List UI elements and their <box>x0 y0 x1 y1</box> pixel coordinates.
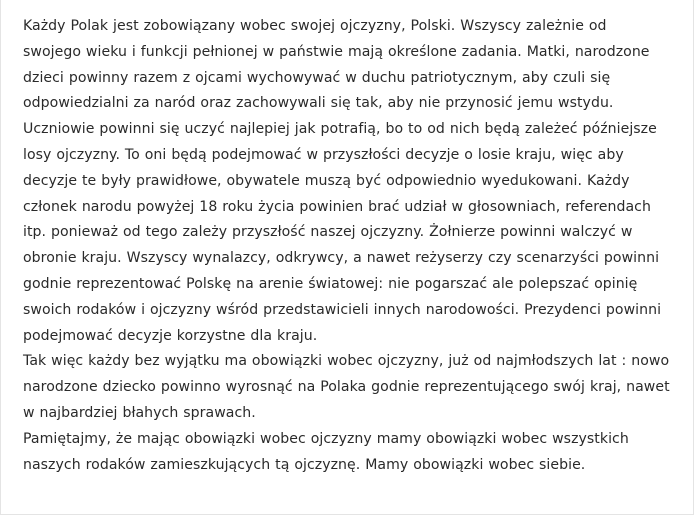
article-text <box>23 14 683 478</box>
text-line: Każdy Polak jest zobowiązany wobec swojej ojczyzny, Polski. Wszyscy zależnie od <box>23 18 607 34</box>
text-line: Uczniowie powinni się uczyć najlepiej jak potrafią, bo to od nich będą zależeć późniejsze <box>23 121 657 138</box>
text-line: losy ojczyzny. To oni będą podejmować w przyszłości decyzje o losie kraju, więc aby <box>23 146 624 163</box>
text-line: dzieci powinny razem z ojcami wychowywać w duchu patriotycznym, aby czuli się <box>23 69 611 86</box>
text-line: podejmować decyzje korzystne dla kraju. <box>23 327 318 344</box>
text-line: obronie kraju. Wszyscy wynalazcy, odkrywcy, a nawet reżyserzy czy scenarzyści powinni <box>23 250 660 267</box>
text-line: Tak więc każdy bez wyjątku ma obowiązki wobec ojczyzny, już od najmłodszych lat : nowo <box>23 353 670 370</box>
text-line: w najbardziej błahych sprawach. <box>23 404 256 421</box>
text-line: godnie reprezentować Polskę na arenie światowej: nie pogarszać ale polepszać opinię <box>23 275 638 292</box>
text-line: decyzje te były prawidłowe, obywatele muszą być odpowiednio wyedukowani. Każdy <box>23 172 630 189</box>
text-line: swojego wieku i funkcji pełnionej w państwie mają określone zadania. Matki, narodzone <box>23 43 650 60</box>
text-line: swoich rodaków i ojczyzny wśród przedstawicieli innych narodowości. Prezydenci powinni <box>23 301 662 318</box>
text-line: odpowiedzialni za naród oraz zachowywali się tak, aby nie przynosić jemu wstydu. <box>23 95 614 112</box>
text-line: narodzone dziecko powinno wyrosnąć na Polaka godnie reprezentującego swój kraj, nawet <box>23 379 670 396</box>
text-line: Pamiętajmy, że mając obowiązki wobec ojczyzny mamy obowiązki wobec wszystkich <box>23 430 629 447</box>
text-line: naszych rodaków zamieszkujących tą ojczyznę. Mamy obowiązki wobec siebie. <box>23 456 586 473</box>
text-line: itp. ponieważ od tego zależy przyszłość naszej ojczyzny. Żołnierze powinni walczyć w <box>23 224 633 241</box>
text-line: członek narodu powyżej 18 roku życia powinien brać udział w głosowniach, referendach <box>23 198 651 215</box>
